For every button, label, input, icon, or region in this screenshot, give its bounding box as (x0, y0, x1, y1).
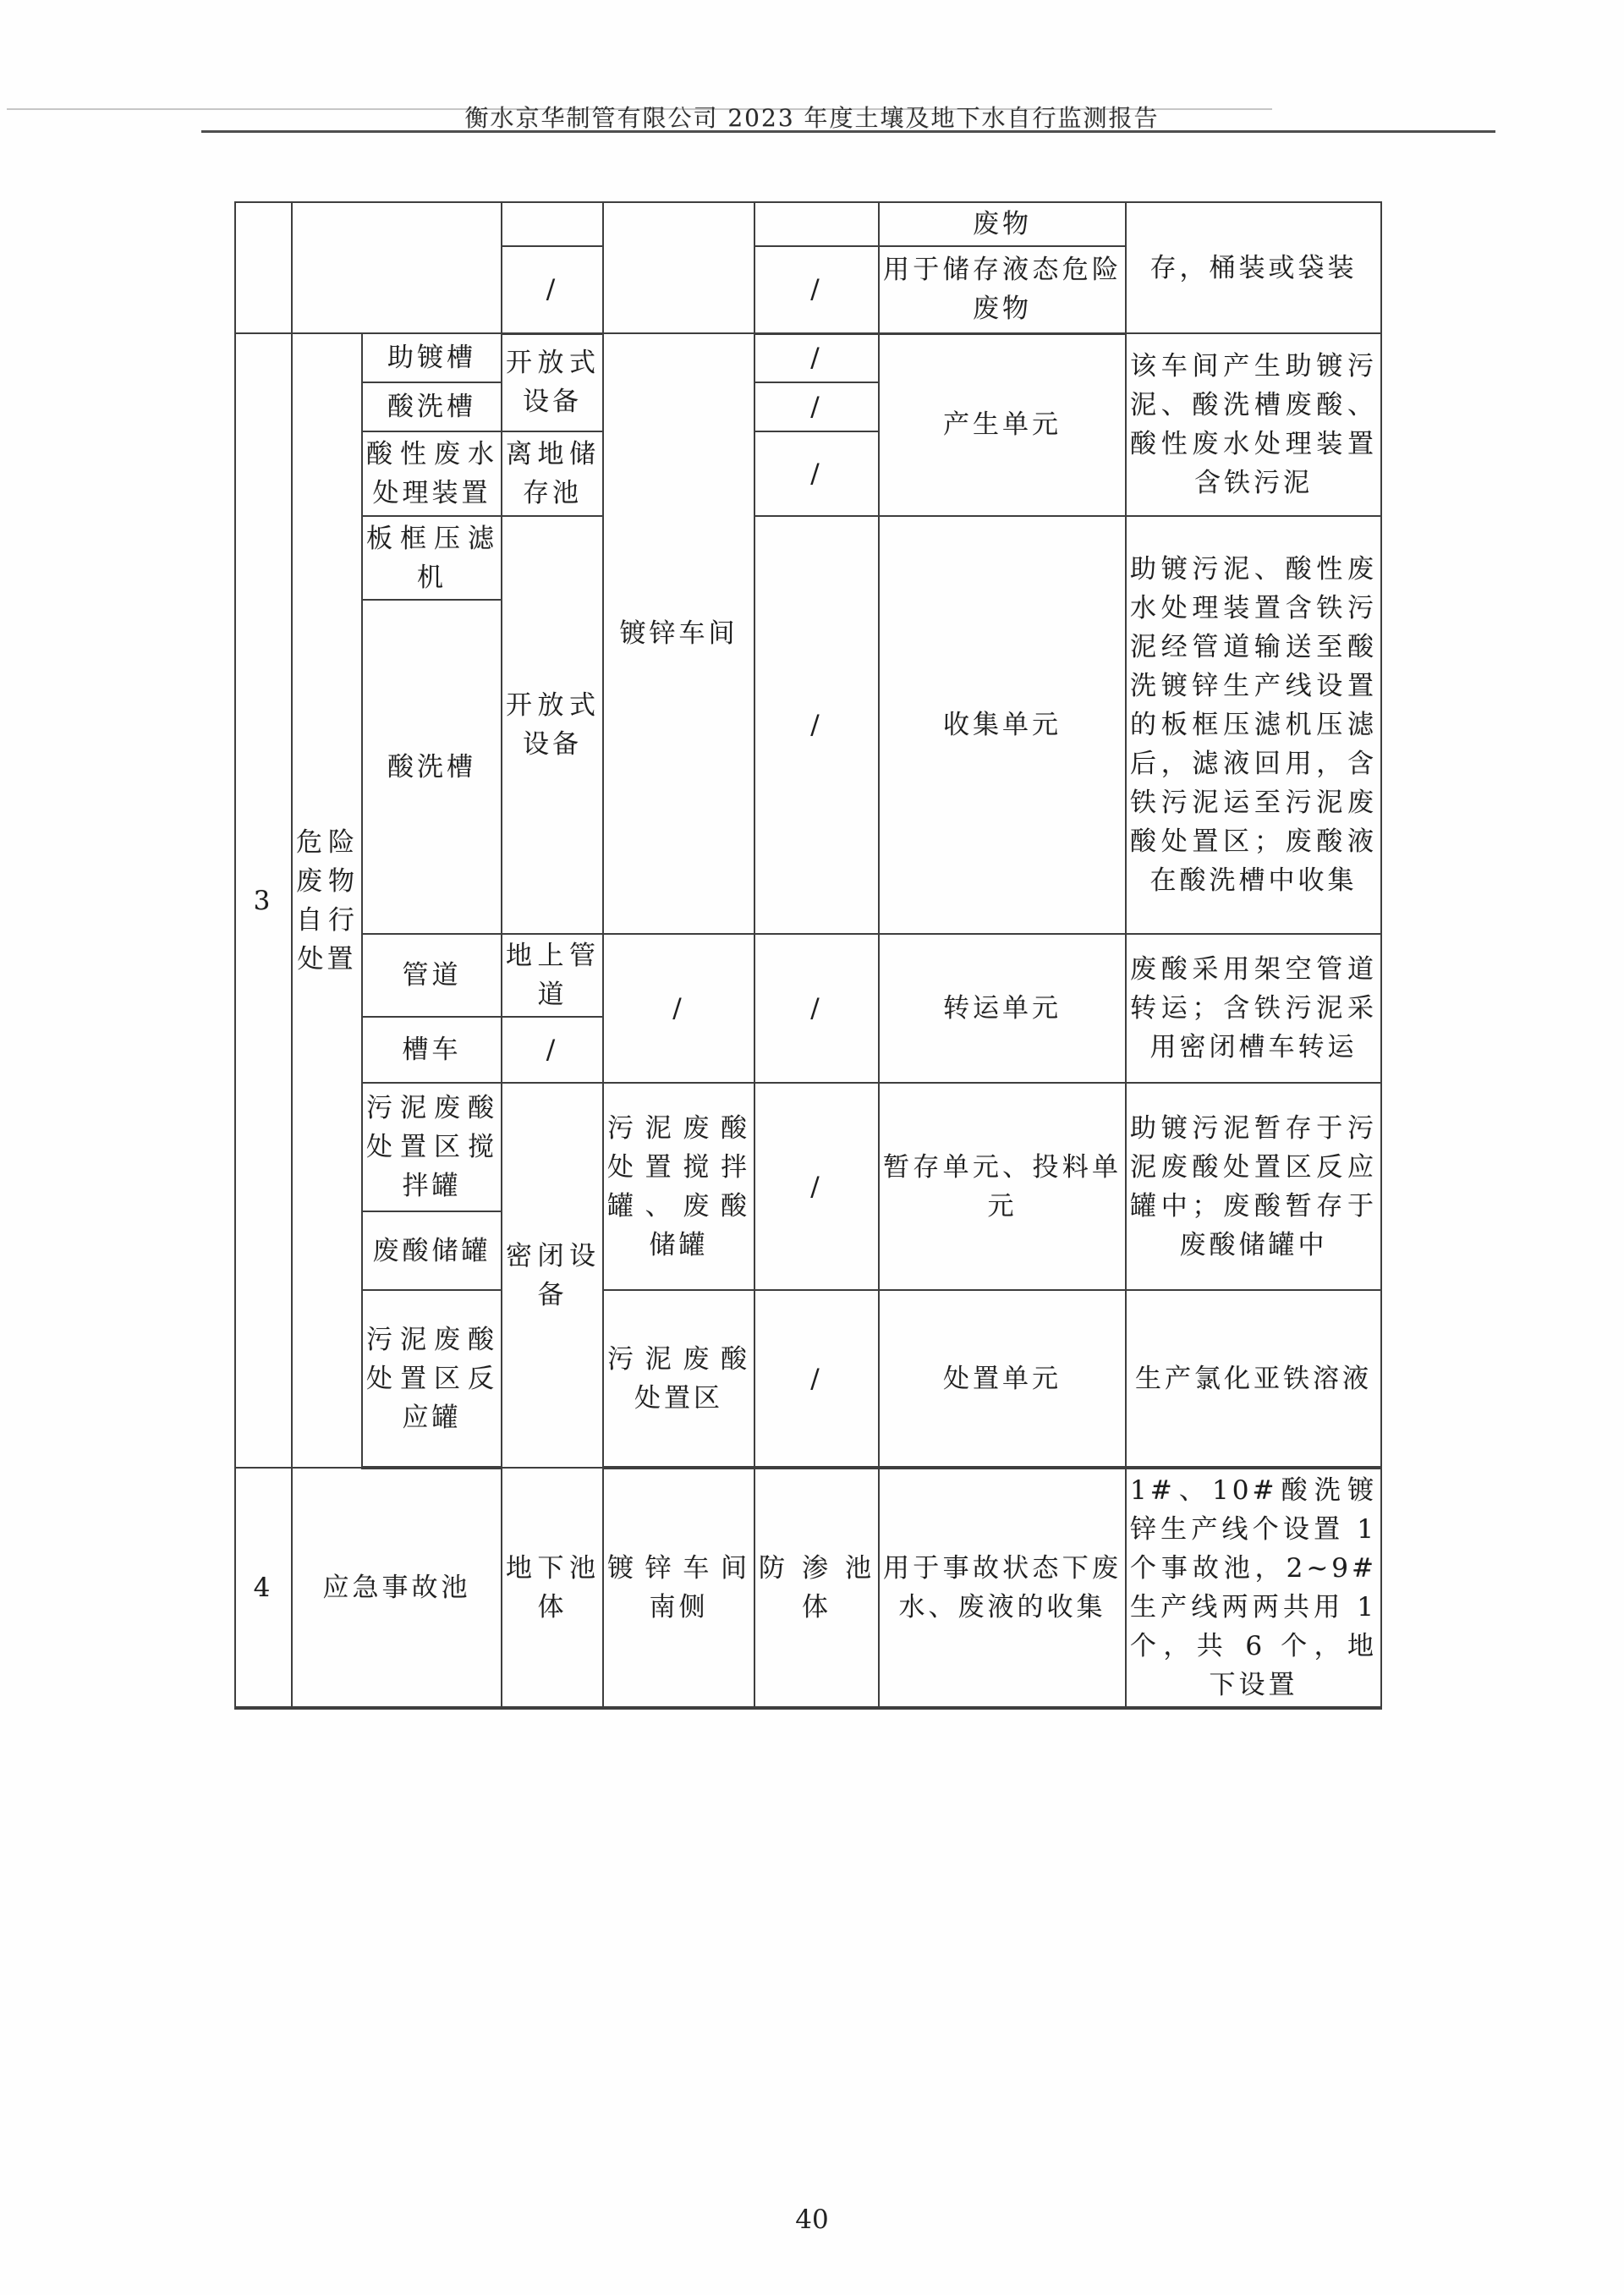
cell-r1-location: 镀锌车间 (603, 333, 754, 934)
cell-r4-c6: / (754, 516, 879, 934)
cell-t1-c4 (502, 202, 603, 246)
cell-r8-type: 密闭设备 (502, 1083, 603, 1468)
table-row (235, 1468, 1381, 1708)
cell-r8-location: 污泥废酸处置搅拌罐、废酸储罐 (603, 1083, 754, 1290)
cell-sec3-category: 危险废物自行处置 (292, 333, 362, 1468)
table-row (235, 1290, 1381, 1468)
cell-t1-c6 (754, 202, 879, 246)
table-row (235, 202, 1381, 246)
cell-r10-unit: 污泥废酸处置区反应罐 (362, 1290, 502, 1468)
cell-r7-unit: 槽车 (362, 1017, 502, 1083)
cell-r3-c6: / (754, 431, 879, 516)
cell-r6-unit: 管道 (362, 934, 502, 1017)
cell-sec4-remark: 1#、10#酸洗镀锌生产线个设置 1 个事故池，2~9#生产线两两共用 1 个，共 6 个，地下设置 (1126, 1468, 1381, 1708)
cell-r6-type: 地上管道 (502, 934, 603, 1017)
cell-r5-unit: 酸洗槽 (362, 600, 502, 934)
cell-r10-location: 污泥废酸处置区 (603, 1290, 754, 1468)
cell-t-index (235, 202, 292, 333)
cell-r4-type: 开放式设备 (502, 516, 603, 934)
cell-sec4-structure: 防渗池体 (754, 1468, 879, 1708)
cell-r8-unit: 污泥废酸处置区搅拌罐 (362, 1083, 502, 1211)
cell-r3-type: 离地储存池 (502, 431, 603, 516)
cell-r8-function: 暂存单元、投料单元 (879, 1083, 1126, 1290)
cell-sec4-function: 用于事故状态下废水、废液的收集 (879, 1468, 1126, 1708)
report-header: 衡水京华制管有限公司 2023 年度土壤及地下水自行监测报告 (464, 104, 1160, 132)
cell-sec4-label: 应急事故池 (292, 1468, 502, 1708)
cell-r3-unit: 酸性废水处理装置 (362, 431, 502, 516)
cell-r1-type: 开放式设备 (502, 333, 603, 431)
cell-sec4-location: 镀锌车间南侧 (603, 1468, 754, 1708)
cell-r2-c6: / (754, 382, 879, 431)
cell-t2-c4: / (502, 246, 603, 333)
cell-r6-c6: / (754, 934, 879, 1083)
cell-r2-unit: 酸洗槽 (362, 382, 502, 431)
page-number: 40 (795, 2204, 829, 2235)
cell-t-c5 (603, 202, 754, 333)
cell-r1-remark: 该车间产生助镀污泥、酸洗槽废酸、酸性废水处理装置含铁污泥 (1126, 333, 1381, 516)
cell-r1-unit: 助镀槽 (362, 333, 502, 382)
cell-r6-location: / (603, 934, 754, 1083)
cell-sec3-index: 3 (235, 333, 292, 1468)
cell-r4-unit: 板框压滤机 (362, 516, 502, 600)
cell-r6-function: 转运单元 (879, 934, 1126, 1083)
cell-r1-c6: / (754, 333, 879, 382)
cell-r6-remark: 废酸采用架空管道转运；含铁污泥采用密闭槽车转运 (1126, 934, 1381, 1083)
cell-r9-unit: 废酸储罐 (362, 1211, 502, 1290)
cell-sec4-index: 4 (235, 1468, 292, 1708)
cell-r8-remark: 助镀污泥暂存于污泥废酸处置区反应罐中；废酸暂存于废酸储罐中 (1126, 1083, 1381, 1290)
cell-t1-c7: 废物 (879, 202, 1126, 246)
monitoring-table (234, 201, 1382, 1710)
cell-r10-c6: / (754, 1290, 879, 1468)
cell-t-category (292, 202, 502, 333)
cell-t2-c6: / (754, 246, 879, 333)
cell-r4-function: 收集单元 (879, 516, 1126, 934)
cell-sec4-type: 地下池体 (502, 1468, 603, 1708)
table-row (235, 1083, 1381, 1211)
table-row (235, 934, 1381, 1017)
cell-r7-type: / (502, 1017, 603, 1083)
table-row (235, 333, 1381, 382)
cell-r8-c6: / (754, 1083, 879, 1290)
table-row (235, 516, 1381, 600)
cell-r10-remark: 生产氯化亚铁溶液 (1126, 1290, 1381, 1468)
cell-t2-c7: 用于储存液态危险废物 (879, 246, 1126, 333)
cell-t-c8: 存，桶装或袋装 (1126, 202, 1381, 333)
cell-r10-function: 处置单元 (879, 1290, 1126, 1468)
cell-r4-remark: 助镀污泥、酸性废水处理装置含铁污泥经管道输送至酸洗镀锌生产线设置的板框压滤机压滤后，滤液回用，含铁污泥运至污泥废酸处置区；废酸液在酸洗槽中收集 (1126, 516, 1381, 934)
cell-r1-function: 产生单元 (879, 333, 1126, 516)
